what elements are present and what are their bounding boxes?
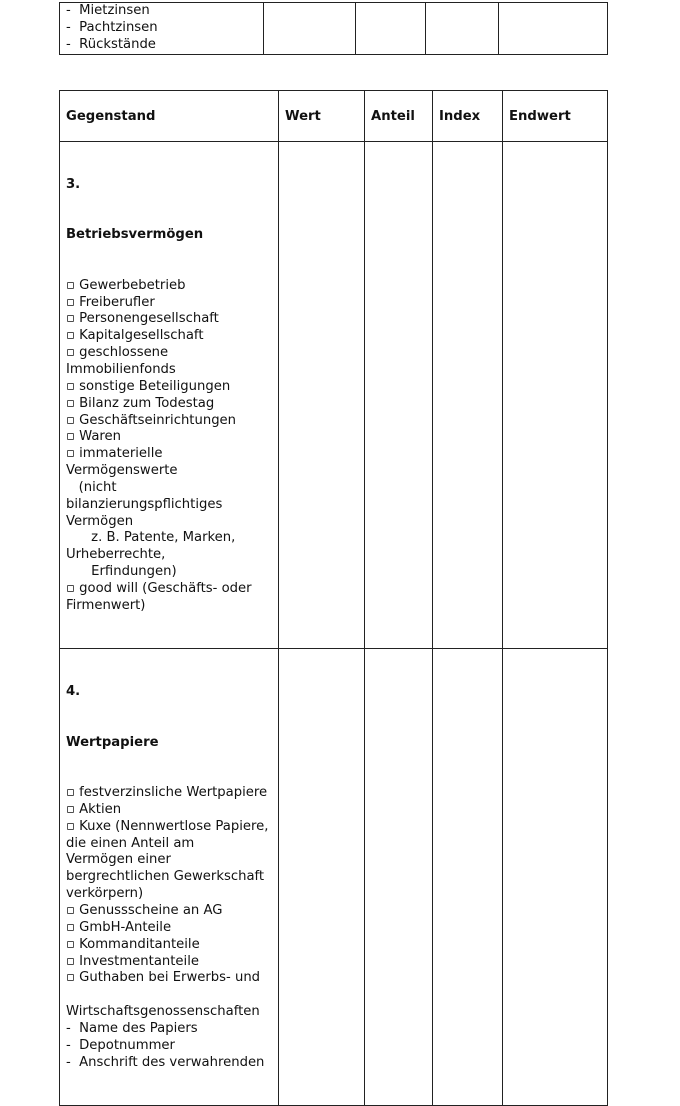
list-item: bergrechtlichen Gewerkschaft — [66, 869, 265, 885]
list-item: z. B. Patente, Marken, — [66, 530, 236, 546]
top-subject-lines — [60, 3, 263, 54]
section-3-index-cell[interactable] — [433, 142, 503, 649]
list-item: Vermögen — [66, 513, 134, 529]
section-4-subject-cell — [60, 649, 279, 1106]
list-item: ▫ Investmentanteile — [66, 953, 199, 969]
header-anteil: Anteil — [365, 91, 433, 142]
list-item: ▫ Waren — [66, 429, 122, 445]
section-4-final-value-cell[interactable] — [503, 649, 608, 1106]
top-share-cell[interactable] — [356, 3, 426, 55]
list-item: Vermögenswerte — [66, 463, 178, 479]
section-4-index-cell[interactable] — [433, 649, 503, 1106]
list-item: Erfindungen) — [66, 564, 177, 580]
list-item: ▫ Freiberufler — [66, 294, 155, 310]
section-4-number: 4. — [66, 684, 81, 699]
section-3-final-value-cell[interactable] — [503, 142, 608, 649]
list-item: Immobilienfonds — [66, 361, 176, 377]
list-item: ▫ Aktien — [66, 801, 122, 817]
list-item: - Anschrift des verwahrenden — [66, 1054, 265, 1070]
header-wert: Wert — [279, 91, 365, 142]
list-item: ▫ geschlossene — [66, 345, 169, 361]
section-3-lines — [66, 278, 276, 615]
list-item: ▫ sonstige Beteiligungen — [66, 378, 231, 394]
header-gegenstand: Gegenstand — [60, 91, 279, 142]
list-item: Vermögen einer — [66, 852, 171, 868]
list-item: ▫ Personengesellschaft — [66, 311, 219, 327]
asset-table — [59, 90, 608, 1106]
list-item: ▫ Geschäftseinrichtungen — [66, 412, 237, 428]
list-item: ▫ festverzinsliche Wertpapiere — [66, 785, 268, 801]
top-index-cell[interactable] — [426, 3, 499, 55]
list-item: ▫ immaterielle — [66, 446, 163, 462]
list-item: Firmenwert) — [66, 597, 146, 613]
section-4-share-cell[interactable] — [365, 649, 433, 1106]
list-item: verkörpern) — [66, 886, 144, 902]
list-item: ▫ Gewerbebetrieb — [66, 277, 186, 293]
list-item: - Name des Papiers — [66, 1020, 198, 1036]
top-value-cell[interactable] — [264, 3, 356, 55]
section-3-value-cell[interactable] — [279, 142, 365, 649]
list-item: die einen Anteil am — [66, 835, 195, 851]
list-item: ▫ Bilanz zum Todestag — [66, 395, 215, 411]
list-item: ▫ Kuxe (Nennwertlose Papiere, — [66, 818, 269, 834]
section-3-title: Betriebsvermögen — [66, 227, 204, 243]
list-item: ▫ Kapitalgesellschaft — [66, 328, 204, 344]
table-row — [60, 142, 608, 649]
header-endwert: Endwert — [503, 91, 608, 142]
section-3-subject-cell — [60, 142, 279, 649]
section-3-number: 3. — [66, 176, 81, 192]
list-item: Wirtschaftsgenossenschaften — [66, 1004, 260, 1020]
list-item: Urheberrechte, — [66, 547, 166, 563]
list-item: ▫ Genussscheine an AG — [66, 902, 223, 918]
list-item: ▫ GmbH-Anteile — [66, 919, 172, 935]
section-4-title: Wertpapiere — [66, 734, 159, 750]
list-item: - Rückstände — [66, 36, 156, 52]
section-4-value-cell[interactable] — [279, 649, 365, 1106]
top-final-value-cell[interactable] — [499, 3, 608, 55]
top-subject-cell — [60, 3, 264, 55]
list-item: - Pachtzinsen — [66, 19, 158, 35]
table-header-row — [60, 91, 608, 142]
list-item: - Mietzinsen — [66, 3, 150, 18]
section-4-lines — [66, 785, 276, 1071]
header-index: Index — [433, 91, 503, 142]
list-item: ▫ Guthaben bei Erwerbs- und — [66, 970, 261, 986]
list-item: - Depotnummer — [66, 1037, 175, 1053]
list-item: ▫ good will (Geschäfts- oder — [66, 580, 252, 596]
list-item: (nicht — [66, 479, 117, 495]
list-item: ▫ Kommanditanteile — [66, 936, 200, 952]
table-row — [60, 649, 608, 1106]
list-item: bilanzierungspflichtiges — [66, 496, 223, 512]
top-table-fragment — [59, 2, 608, 55]
section-3-share-cell[interactable] — [365, 142, 433, 649]
list-item — [66, 987, 276, 1004]
